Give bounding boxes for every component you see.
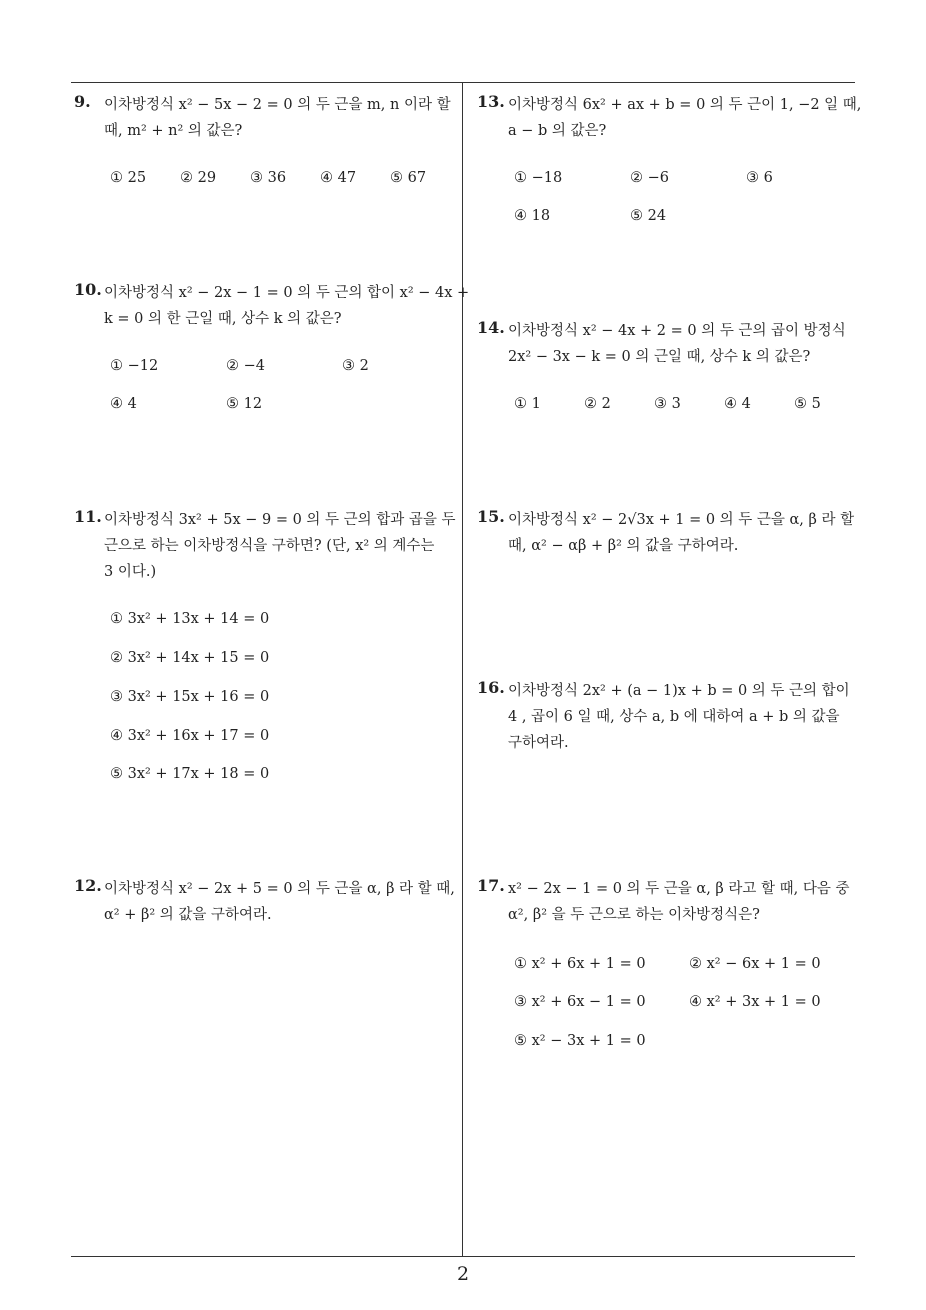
- choice-3[interactable]: ③ x² + 6x − 1 = 0: [514, 994, 646, 1010]
- choice-5[interactable]: ⑤ 67: [390, 170, 427, 186]
- stem-line: a − b 의 값은?: [508, 123, 607, 139]
- choice-1[interactable]: ① −12: [110, 358, 159, 374]
- problem-stem: [104, 876, 455, 928]
- choice-5[interactable]: ⑤ 5: [794, 396, 821, 412]
- problem-number: 13.: [477, 92, 505, 111]
- stem-line: 이차방정식 x² − 2x + 5 = 0 의 두 근을 α, β 라 할 때,: [104, 881, 455, 897]
- stem-line: 때, m² + n² 의 값은?: [104, 123, 243, 139]
- stem-line: 이차방정식 x² − 2√3x + 1 = 0 의 두 근을 α, β 라 할: [508, 512, 855, 528]
- stem-line: 이차방정식 6x² + ax + b = 0 의 두 근이 1, −2 일 때,: [508, 97, 862, 113]
- stem-line: 이차방정식 x² − 5x − 2 = 0 의 두 근을 m, n 이라 할: [104, 97, 451, 113]
- stem-line: 근으로 하는 이차방정식을 구하면? (단, x² 의 계수는: [104, 538, 435, 554]
- stem-line: 이차방정식 x² − 2x − 1 = 0 의 두 근의 합이 x² − 4x +: [104, 285, 470, 301]
- choice-4[interactable]: ④ 4: [724, 396, 751, 412]
- problem-number: 11.: [74, 507, 102, 526]
- stem-line: 이차방정식 3x² + 5x − 9 = 0 의 두 근의 합과 곱을 두: [104, 512, 456, 528]
- choice-4[interactable]: ④ 4: [110, 396, 137, 412]
- problem-stem: [104, 280, 469, 332]
- choice-3[interactable]: ③ 2: [342, 358, 369, 374]
- choice-3[interactable]: ③ 6: [746, 170, 773, 186]
- choice-3[interactable]: ③ 3: [654, 396, 681, 412]
- problem-stem: [508, 318, 846, 370]
- choice-1[interactable]: ① x² + 6x + 1 = 0: [514, 956, 646, 972]
- stem-line: 때, α² − αβ + β² 의 값을 구하여라.: [508, 538, 739, 554]
- bottom-rule: [71, 1256, 855, 1257]
- stem-line: 2x² − 3x − k = 0 의 근일 때, 상수 k 의 값은?: [508, 349, 811, 365]
- choice-1[interactable]: ① −18: [514, 170, 563, 186]
- stem-line: k = 0 의 한 근일 때, 상수 k 의 값은?: [104, 311, 342, 327]
- page-number: 2: [456, 1263, 470, 1285]
- choice-2[interactable]: ② 3x² + 14x + 15 = 0: [110, 650, 270, 666]
- problem-stem: [508, 678, 850, 756]
- problem-number: 12.: [74, 876, 102, 895]
- stem-line: 3 이다.): [104, 564, 157, 580]
- choice-4[interactable]: ④ 3x² + 16x + 17 = 0: [110, 728, 270, 744]
- problem-stem: [508, 507, 854, 559]
- choice-5[interactable]: ⑤ 24: [630, 208, 667, 224]
- stem-line: 이차방정식 2x² + (a − 1)x + b = 0 의 두 근의 합이: [508, 683, 850, 699]
- problem-stem: [104, 92, 451, 144]
- choice-4[interactable]: ④ x² + 3x + 1 = 0: [689, 994, 821, 1010]
- column-divider: [462, 82, 463, 1256]
- stem-line: α² + β² 의 값을 구하여라.: [104, 907, 272, 923]
- choice-3[interactable]: ③ 3x² + 15x + 16 = 0: [110, 689, 270, 705]
- choice-1[interactable]: ① 3x² + 13x + 14 = 0: [110, 611, 270, 627]
- choice-5[interactable]: ⑤ 12: [226, 396, 263, 412]
- problem-stem: [104, 507, 456, 585]
- choice-4[interactable]: ④ 47: [320, 170, 357, 186]
- choice-4[interactable]: ④ 18: [514, 208, 551, 224]
- choice-3[interactable]: ③ 36: [250, 170, 287, 186]
- choice-2[interactable]: ② x² − 6x + 1 = 0: [689, 956, 821, 972]
- choice-5[interactable]: ⑤ 3x² + 17x + 18 = 0: [110, 766, 270, 782]
- choice-1[interactable]: ① 1: [514, 396, 541, 412]
- problem-number: 14.: [477, 318, 505, 337]
- choice-2[interactable]: ② 29: [180, 170, 217, 186]
- stem-line: x² − 2x − 1 = 0 의 두 근을 α, β 라고 할 때, 다음 중: [508, 881, 850, 897]
- problem-number: 16.: [477, 678, 505, 697]
- problem-stem: [508, 92, 861, 144]
- stem-line: 이차방정식 x² − 4x + 2 = 0 의 두 근의 곱이 방정식: [508, 323, 846, 339]
- problem-stem: [508, 876, 850, 928]
- problem-number: 10.: [74, 280, 102, 299]
- problem-number: 17.: [477, 876, 505, 895]
- choice-1[interactable]: ① 25: [110, 170, 147, 186]
- choice-2[interactable]: ② 2: [584, 396, 611, 412]
- problem-number: 9.: [74, 92, 91, 111]
- stem-line: 구하여라.: [508, 735, 569, 751]
- stem-line: 4 , 곱이 6 일 때, 상수 a, b 에 대하여 a + b 의 값을: [508, 709, 840, 725]
- choice-2[interactable]: ② −4: [226, 358, 265, 374]
- choice-2[interactable]: ② −6: [630, 170, 669, 186]
- choice-5[interactable]: ⑤ x² − 3x + 1 = 0: [514, 1033, 646, 1049]
- stem-line: α², β² 을 두 근으로 하는 이차방정식은?: [508, 907, 760, 923]
- top-rule: [71, 82, 855, 83]
- problem-number: 15.: [477, 507, 505, 526]
